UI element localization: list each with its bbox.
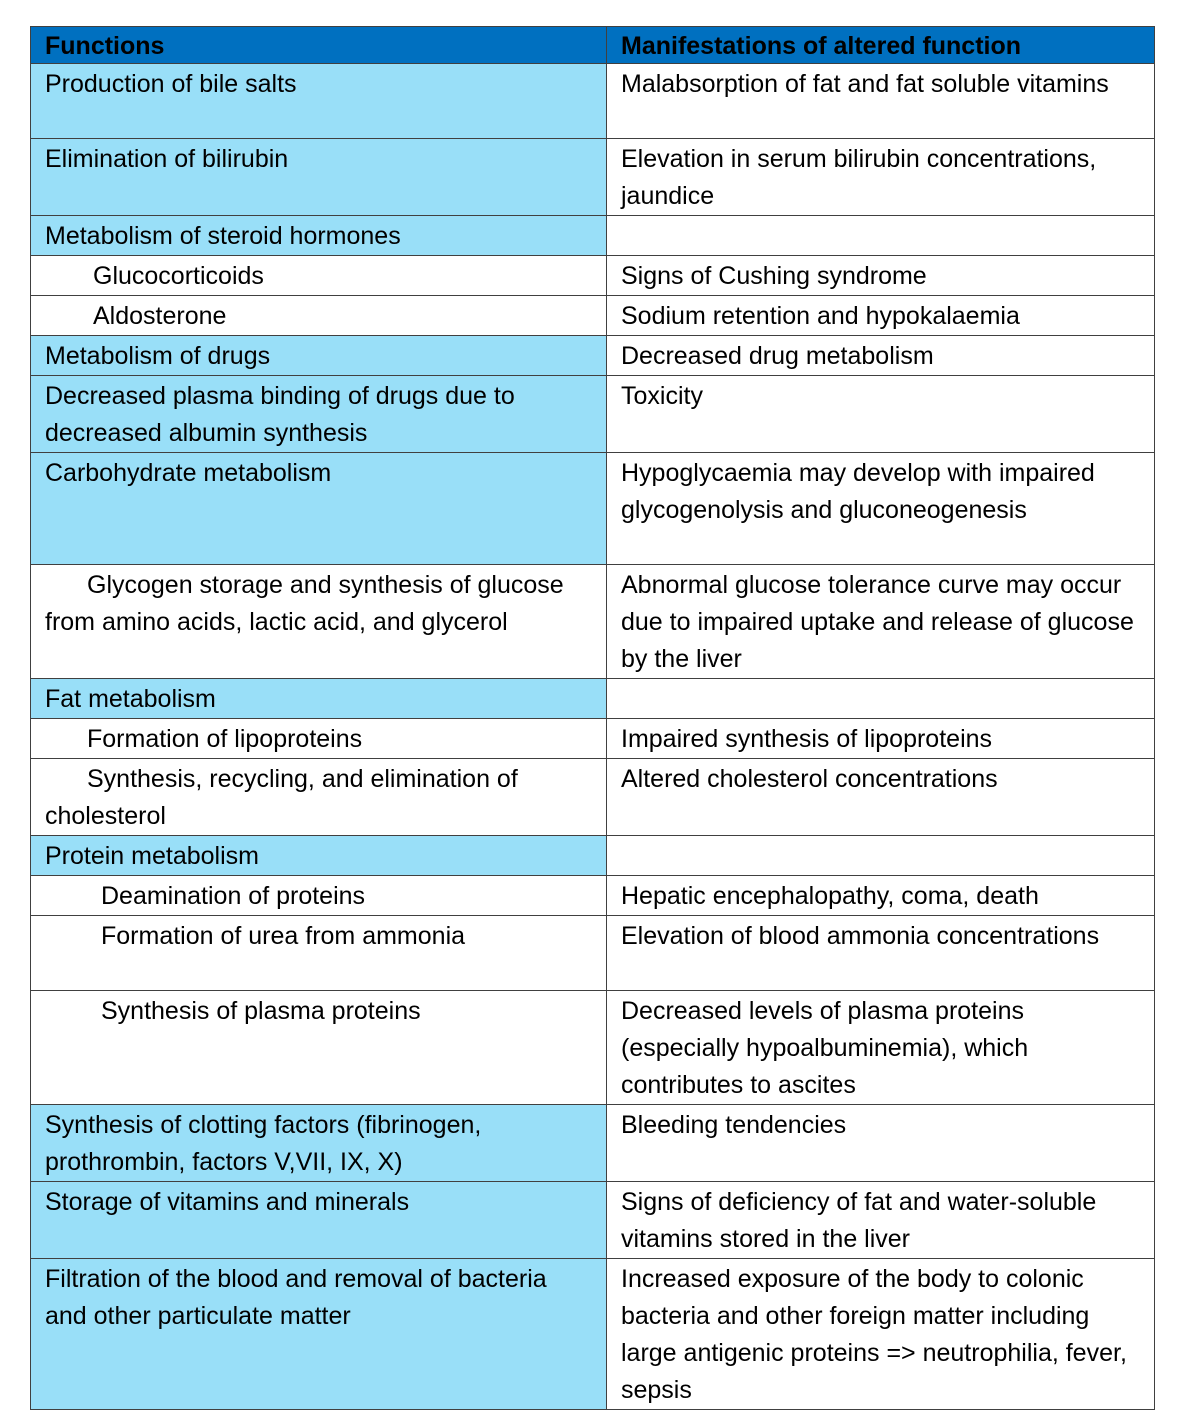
manifestation-cell: Signs of deficiency of fat and water-soluble vitamins stored in the liver bbox=[607, 1182, 1155, 1259]
manifestation-cell: Malabsorption of fat and fat soluble vitamins bbox=[607, 64, 1155, 139]
function-cell: Elimination of bilirubin bbox=[31, 139, 607, 216]
manifestation-cell: Elevation of blood ammonia concentrations bbox=[607, 916, 1155, 991]
function-cell: Storage of vitamins and minerals bbox=[31, 1182, 607, 1259]
manifestation-cell: Impaired synthesis of lipoproteins bbox=[607, 719, 1155, 759]
manifestation-cell bbox=[607, 679, 1155, 719]
manifestation-cell: Decreased drug metabolism bbox=[607, 336, 1155, 376]
manifestation-cell: Increased exposure of the body to colonic bacteria and other foreign matter including large antigenic proteins => neutrophilia, fever, sepsis bbox=[607, 1259, 1155, 1410]
function-cell: Formation of urea from ammonia bbox=[31, 916, 607, 991]
table-row bbox=[31, 991, 1155, 1105]
header-functions: Functions bbox=[31, 27, 607, 64]
function-cell: Filtration of the blood and removal of bacteria and other particulate matter bbox=[31, 1259, 607, 1410]
manifestation-cell: Decreased levels of plasma proteins (especially hypoalbuminemia), which contributes to ascites bbox=[607, 991, 1155, 1105]
table-row bbox=[31, 139, 1155, 216]
function-cell: Metabolism of drugs bbox=[31, 336, 607, 376]
manifestation-cell bbox=[607, 836, 1155, 876]
function-cell: Metabolism of steroid hormones bbox=[31, 216, 607, 256]
table-row bbox=[31, 679, 1155, 719]
function-cell: Synthesis, recycling, and elimination of cholesterol bbox=[31, 759, 607, 836]
header-manifestations: Manifestations of altered function bbox=[607, 27, 1155, 64]
manifestation-cell: Hepatic encephalopathy, coma, death bbox=[607, 876, 1155, 916]
function-cell: Synthesis of plasma proteins bbox=[31, 991, 607, 1105]
manifestation-cell bbox=[607, 216, 1155, 256]
table-row bbox=[31, 376, 1155, 453]
manifestation-cell: Sodium retention and hypokalaemia bbox=[607, 296, 1155, 336]
manifestation-cell: Bleeding tendencies bbox=[607, 1105, 1155, 1182]
function-cell: Fat metabolism bbox=[31, 679, 607, 719]
table-row bbox=[31, 719, 1155, 759]
table-row bbox=[31, 1259, 1155, 1410]
table-row bbox=[31, 1182, 1155, 1259]
liver-functions-table bbox=[30, 26, 1155, 1410]
function-cell: Carbohydrate metabolism bbox=[31, 453, 607, 565]
manifestation-cell: Signs of Cushing syndrome bbox=[607, 256, 1155, 296]
table-row bbox=[31, 216, 1155, 256]
function-cell: Production of bile salts bbox=[31, 64, 607, 139]
function-cell: Protein metabolism bbox=[31, 836, 607, 876]
manifestation-cell: Altered cholesterol concentrations bbox=[607, 759, 1155, 836]
function-cell: Glycogen storage and synthesis of glucose from amino acids, lactic acid, and glycerol bbox=[31, 565, 607, 679]
function-cell: Deamination of proteins bbox=[31, 876, 607, 916]
manifestation-cell: Hypoglycaemia may develop with impaired glycogenolysis and gluconeogenesis bbox=[607, 453, 1155, 565]
table-row bbox=[31, 916, 1155, 991]
table-header-row bbox=[31, 27, 1155, 64]
table-row bbox=[31, 453, 1155, 565]
table-row bbox=[31, 876, 1155, 916]
manifestation-cell: Abnormal glucose tolerance curve may occur due to impaired uptake and release of glucose by the liver bbox=[607, 565, 1155, 679]
table-row bbox=[31, 296, 1155, 336]
table-row bbox=[31, 1105, 1155, 1182]
table-row bbox=[31, 64, 1155, 139]
liver-functions-table-container bbox=[30, 26, 1154, 1410]
table-row bbox=[31, 759, 1155, 836]
manifestation-cell: Elevation in serum bilirubin concentrations, jaundice bbox=[607, 139, 1155, 216]
table-row bbox=[31, 565, 1155, 679]
table-row bbox=[31, 336, 1155, 376]
table-row bbox=[31, 836, 1155, 876]
table-row bbox=[31, 256, 1155, 296]
manifestation-cell: Toxicity bbox=[607, 376, 1155, 453]
function-cell: Decreased plasma binding of drugs due to decreased albumin synthesis bbox=[31, 376, 607, 453]
function-cell: Aldosterone bbox=[31, 296, 607, 336]
function-cell: Synthesis of clotting factors (fibrinogen, prothrombin, factors V,VII, IX, X) bbox=[31, 1105, 607, 1182]
function-cell: Formation of lipoproteins bbox=[31, 719, 607, 759]
function-cell: Glucocorticoids bbox=[31, 256, 607, 296]
